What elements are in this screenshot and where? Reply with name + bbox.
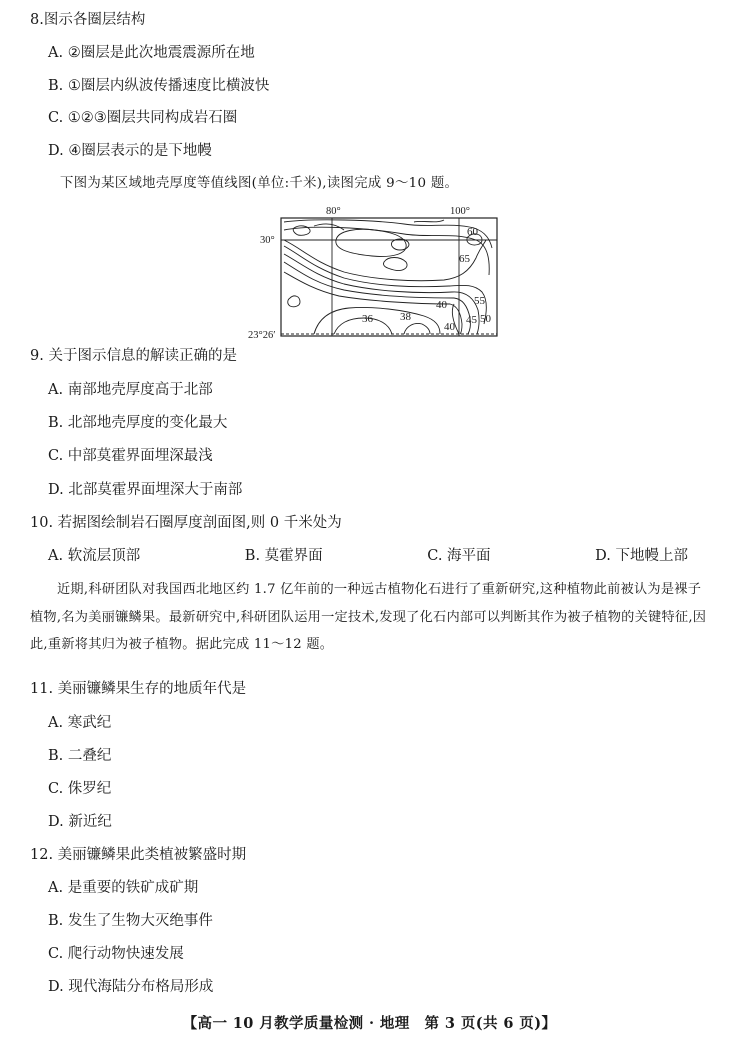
contour-label-38: 38 bbox=[400, 311, 411, 323]
q9-stem: 9. 关于图示信息的解读正确的是 bbox=[30, 348, 237, 364]
q11-stem: 11. 美丽镰鳞果生存的地质年代是 bbox=[30, 681, 247, 697]
q8-option-c: C. ①②③圈层共同构成岩石圈 bbox=[48, 110, 238, 126]
q11-option-b: B. 二叠纪 bbox=[48, 748, 112, 764]
q11-option-c: C. 侏罗纪 bbox=[48, 781, 112, 797]
q10-option-d: D. 下地幔上部 bbox=[595, 548, 688, 564]
map-frame bbox=[281, 218, 497, 336]
q10-option-c: C. 海平面 bbox=[427, 548, 491, 564]
page-footer: 【高一 10 月教学质量检测 · 地理 第 3 页(共 6 页)】 bbox=[182, 1015, 557, 1032]
intro-9-10: 下图为某区域地壳厚度等值线图(单位:千米),读图完成 9～10 题。 bbox=[60, 176, 459, 191]
lat-label-tropic: 23°26′ bbox=[248, 330, 276, 341]
contour-label-36: 36 bbox=[362, 313, 373, 325]
contour-label-40b: 40 bbox=[444, 321, 455, 333]
lon-label-80: 80° bbox=[326, 206, 341, 217]
q12-option-b: B. 发生了生物大灭绝事件 bbox=[48, 913, 213, 929]
q11-option-a: A. 寒武纪 bbox=[48, 715, 112, 731]
contour-lines bbox=[284, 220, 492, 334]
contour-label-40a: 40 bbox=[436, 299, 447, 311]
q8-stem: 8.图示各圈层结构 bbox=[30, 12, 146, 28]
q11-option-d: D. 新近纪 bbox=[48, 814, 112, 830]
contour-label-45: 45 bbox=[466, 314, 477, 326]
q9-option-b: B. 北部地壳厚度的变化最大 bbox=[48, 415, 228, 431]
lon-label-100: 100° bbox=[450, 206, 470, 217]
q10-option-a: A. 软流层顶部 bbox=[48, 548, 141, 564]
q12-option-d: D. 现代海陆分布格局形成 bbox=[48, 979, 214, 995]
q10-option-b: B. 莫霍界面 bbox=[244, 548, 323, 564]
contour-label-60: 60 bbox=[467, 226, 478, 238]
contour-label-65: 65 bbox=[459, 253, 470, 265]
q12-option-c: C. 爬行动物快速发展 bbox=[48, 946, 184, 962]
q9-option-c: C. 中部莫霍界面埋深最浅 bbox=[48, 448, 213, 464]
q10-stem: 10. 若据图绘制岩石圈厚度剖面图,则 0 千米处为 bbox=[30, 515, 342, 531]
lat-label-30: 30° bbox=[260, 235, 275, 246]
contour-label-55: 55 bbox=[474, 295, 485, 307]
q8-option-d: D. ④圈层表示的是下地幔 bbox=[48, 143, 212, 159]
intro-11-12: 近期,科研团队对我国西北地区约 1.7 亿年前的一种远古植物化石进行了重新研究,这种植物此前被认为是裸子植物,名为美丽镰鳞果。最新研究中,科研团队运用一定技术,发现了化石内部可以判断其作为被子植物的关键特征,因此,重新将其归为被子植物。据此完成 11～12 题。 bbox=[30, 582, 707, 652]
q8-option-a: A. ②圈层是此次地震震源所在地 bbox=[48, 45, 255, 61]
contour-label-50: 50 bbox=[480, 313, 491, 325]
crust-thickness-contour-map bbox=[248, 200, 504, 345]
q8-option-b: B. ①圈层内纵波传播速度比横波快 bbox=[48, 78, 270, 94]
q9-option-a: A. 南部地壳厚度高于北部 bbox=[48, 382, 213, 398]
q12-stem: 12. 美丽镰鳞果此类植被繁盛时期 bbox=[30, 847, 247, 863]
q10-options-row bbox=[48, 546, 688, 566]
q12-option-a: A. 是重要的铁矿成矿期 bbox=[48, 880, 199, 896]
q9-option-d: D. 北部莫霍界面埋深大于南部 bbox=[48, 482, 243, 498]
